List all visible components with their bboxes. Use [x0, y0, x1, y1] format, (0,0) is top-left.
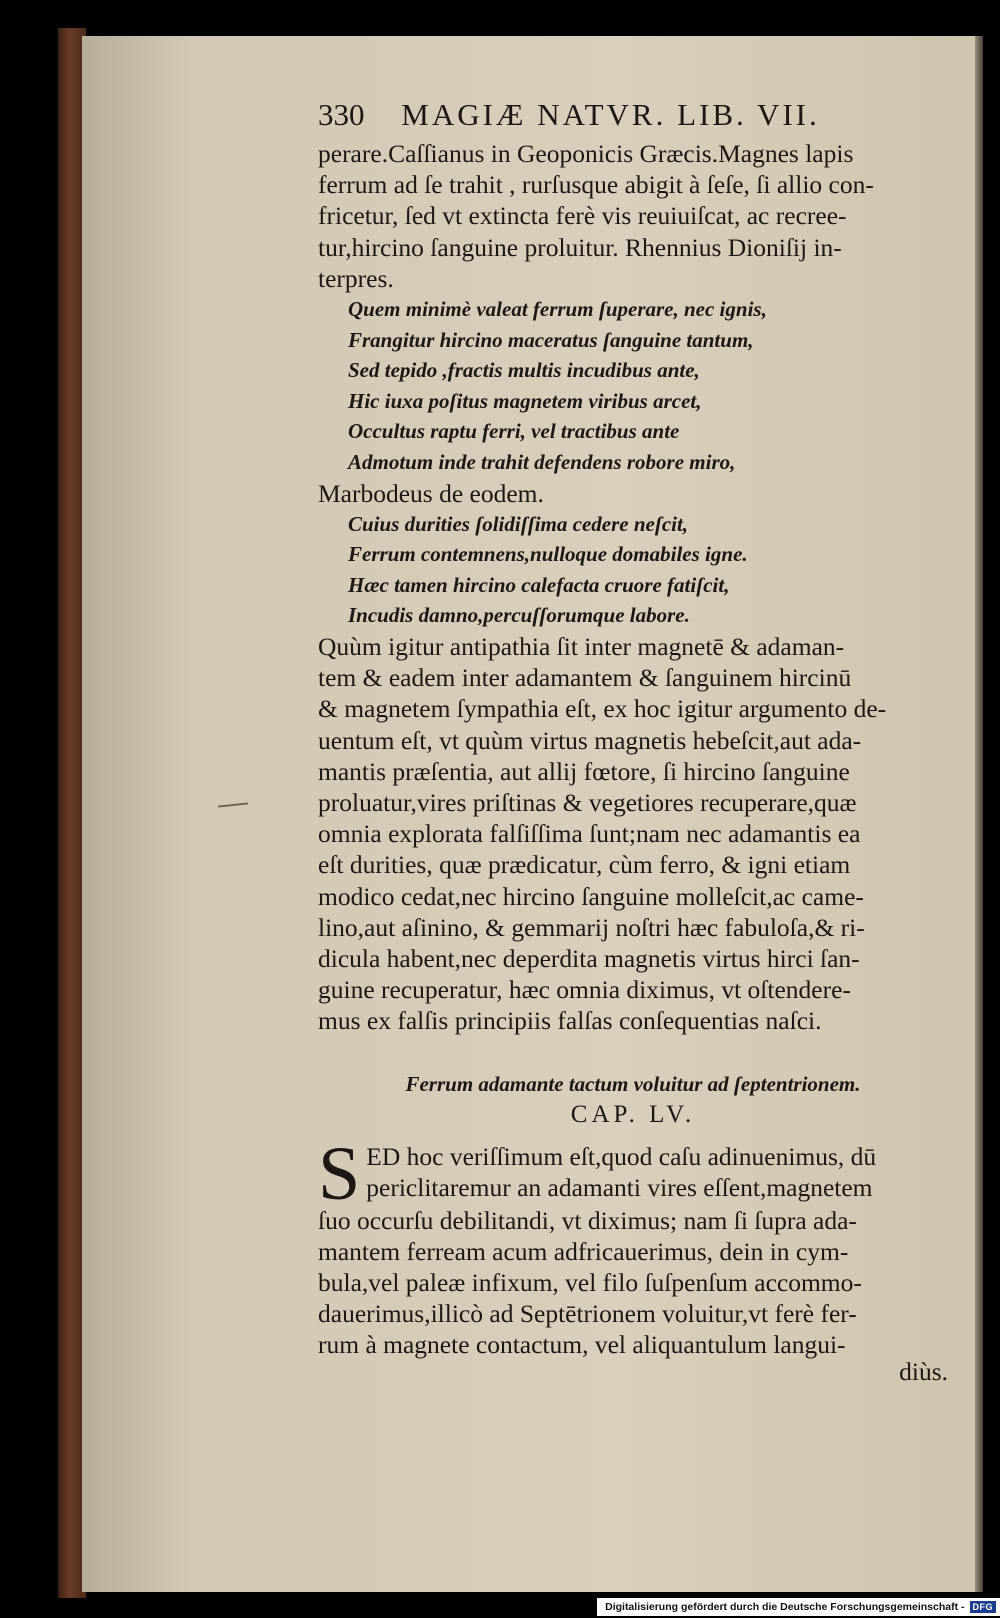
text-line: fricetur, ſed vt extincta ferè vis reuiuiſcat, ac recree- — [318, 201, 847, 231]
verse-line: Ferrum contemnens,nulloque domabiles igne. — [348, 542, 748, 567]
text-line: ſuo occurſu debilitandi, vt diximus; nam ſi ſupra ada- — [318, 1205, 857, 1235]
verse-line: Hæc tamen hircino calefacta cruore fatiſcit, — [348, 572, 730, 597]
text-line: modico cedat,nec hircino ſanguine molleſcit,ac came- — [318, 881, 864, 911]
catchword: diùs. — [899, 1357, 948, 1387]
text-line: rum à magnete contactum, vel aliquantulum langui- — [318, 1330, 846, 1360]
verse-attribution — [318, 478, 948, 509]
text-line: ferrum ad ſe trahit , rurſusque abigit à ſeſe, ſi allio con- — [318, 170, 874, 200]
verse-block-2 — [318, 509, 948, 631]
text-line: lino,aut aſinino, & gemmarij noſtri hæc fabuloſa,& ri- — [318, 912, 865, 942]
text-line: tem & eadem inter adamantem & ſanguinem hircinū — [318, 663, 852, 693]
verse-line: Admotum inde trahit defendens robore miro, — [348, 449, 736, 474]
text-line: mus ex falſis principiis falſas conſequentias naſci. — [318, 1006, 822, 1036]
text-line: terpres. — [318, 263, 394, 293]
verse-line: Cuius durities ſolidiſſima cedere neſcit, — [348, 511, 689, 536]
text-line: mantis præſentia, aut allij fœtore, ſi hircino ſanguine — [318, 756, 850, 786]
text-line: ED hoc veriſſimum eſt,quod caſu adinuenimus, dū — [366, 1141, 877, 1171]
text-line: dauerimus,illicò ad Septētrionem voluitur,vt ferè fer- — [318, 1299, 857, 1329]
verse-line: Incudis damno,percuſſorumque labore. — [348, 603, 690, 628]
text-line: guine recuperatur, hæc omnia diximus, vt oſtendere- — [318, 975, 851, 1005]
text-line: periclitaremur an adamanti vires eſſent,magnetem — [366, 1172, 873, 1202]
section-title: Ferrum adamante tactum voluitur ad ſeptentrionem. — [405, 1071, 861, 1096]
paragraph-2 — [318, 631, 948, 1036]
text-line: perare.Caſſianus in Geoponicis Græcis.Magnes lapis — [318, 139, 854, 168]
text-line: proluatur,vires priſtinas & vegetiores recuperare,quæ — [318, 788, 857, 817]
drop-cap: S — [318, 1131, 361, 1216]
verse-line: Hic iuxa poſitus magnetem viribus arcet, — [348, 388, 702, 413]
text-line: eſt durities, quæ prædicatur, cùm ferro, & igni etiam — [318, 850, 851, 880]
chapter-heading: CAP. LV. — [570, 1100, 696, 1128]
verse-line: Quem minimè valeat ferrum ſuperare, nec ignis, — [348, 296, 767, 321]
text-line: bula,vel paleæ infixum, vel filo ſuſpenſum accommo- — [318, 1267, 862, 1297]
footer-credit: Digitalisierung gefördert durch die Deutsche Forschungsgemeinschaft - — [605, 1601, 965, 1613]
verse-line: Sed tepido ,fractis multis incudibus ante, — [348, 358, 700, 383]
text-line: dicula habent,nec deperdita magnetis virtus hirci ſan- — [318, 943, 860, 973]
page-number: 330 — [318, 97, 365, 132]
verse-block-1 — [318, 294, 948, 478]
text-line: omnia explorata falſiſſima ſunt;nam nec adamantis ea — [318, 819, 861, 849]
running-title: MAGIÆ NATVR. LIB. VII. — [401, 97, 820, 132]
verse-line: Frangitur hircino maceratus ſanguine tantum, — [348, 327, 754, 352]
text-line: & magnetem ſympathia eſt, ex hoc igitur argumento de- — [318, 694, 887, 724]
dfg-logo-icon: DFG — [970, 1601, 997, 1613]
text-line: Quùm igitur antipathia ſit inter magnetē & adaman- — [318, 632, 845, 662]
page-text — [318, 92, 948, 1387]
page-edge — [975, 36, 983, 1592]
verse-line: Occultus raptu ferri, vel tractibus ante — [348, 419, 680, 444]
paragraph-1 — [318, 138, 948, 294]
text-line: Marbodeus de eodem. — [318, 478, 544, 508]
text-line: tur,hircino ſanguine proluitur. Rhennius Dioniſij in- — [318, 232, 842, 262]
text-line: mantem ferream acum adfricauerimus, dein in cym- — [318, 1236, 849, 1266]
text-line: uentum eſt, vt quùm virtus magnetis hebeſcit,aut ada- — [318, 725, 862, 755]
digitization-footer — [597, 1598, 1000, 1616]
running-header — [318, 92, 948, 138]
paragraph-3 — [318, 1131, 948, 1387]
